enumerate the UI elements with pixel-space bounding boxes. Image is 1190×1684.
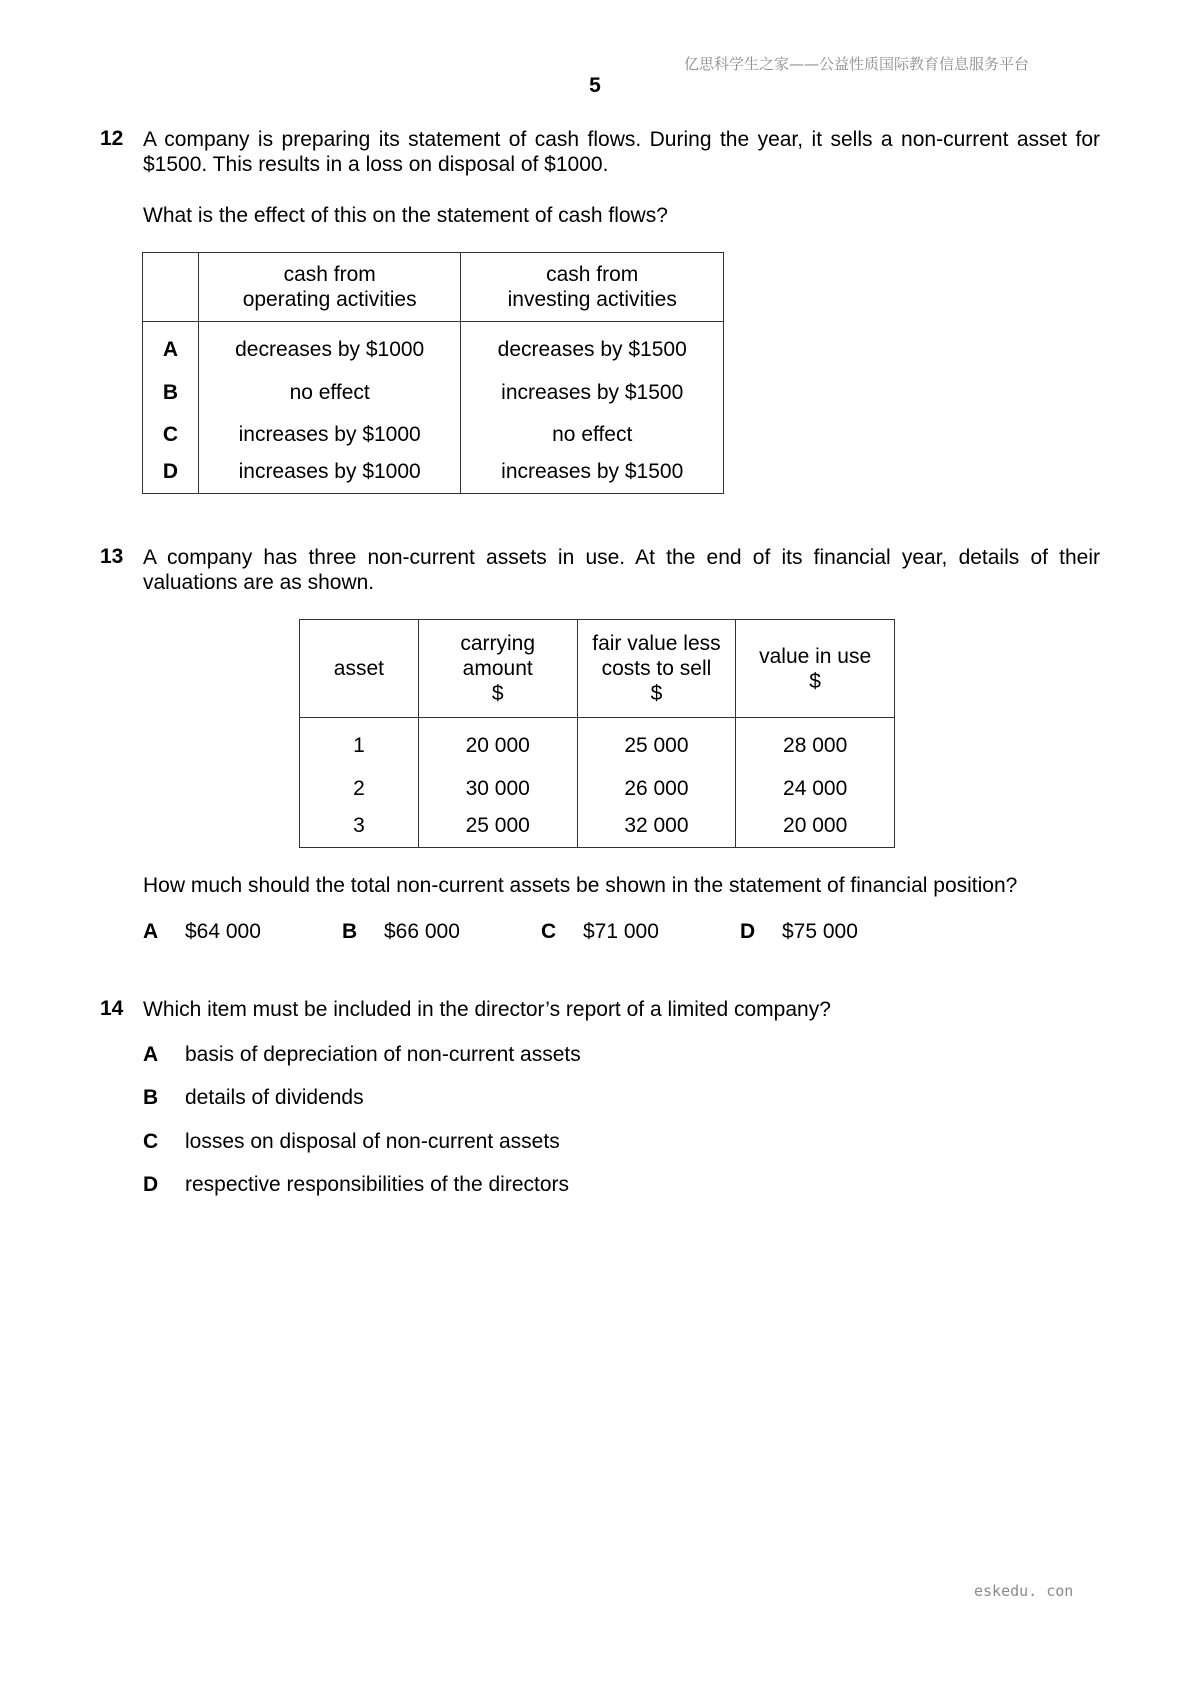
- option-letter: C: [143, 1130, 159, 1153]
- q12-row-letter: A: [143, 322, 199, 372]
- q13-header-value-in-use: [736, 620, 895, 718]
- q13-row-carrying: 30 000: [418, 768, 577, 810]
- table-row: [143, 322, 724, 372]
- q12-row-operating: no effect: [198, 372, 461, 414]
- option-text: losses on disposal of non-current assets: [185, 1130, 560, 1153]
- option-letter: D: [740, 920, 756, 943]
- q13-row-carrying: 20 000: [418, 718, 577, 768]
- table-row: [143, 372, 724, 414]
- q13-header-carrying: [418, 620, 577, 718]
- option-text: respective responsibilities of the directors: [185, 1173, 570, 1196]
- q13-row-asset: 2: [300, 768, 419, 810]
- header-watermark: 亿思科学生之家——公益性质国际教育信息服务平台: [684, 55, 1030, 73]
- q12-header-operating: [198, 253, 461, 322]
- q12-row-operating: increases by $1000: [198, 414, 461, 456]
- option-text: $71 000: [583, 920, 659, 943]
- q12-row-letter: D: [143, 456, 199, 494]
- page-number: 5: [589, 74, 601, 97]
- q13-header-fair-value: [577, 620, 736, 718]
- q12-header-blank: [143, 253, 199, 322]
- question-14-number: 14: [100, 997, 124, 1020]
- table-row: [300, 810, 895, 848]
- option-letter: D: [143, 1173, 159, 1196]
- q13-row-carrying: 25 000: [418, 810, 577, 848]
- option-letter: A: [143, 920, 159, 943]
- q13-header-carrying-line2: amount: [462, 657, 533, 680]
- q12-row-operating: increases by $1000: [198, 456, 461, 494]
- table-row: [300, 718, 895, 768]
- option-text: details of dividends: [185, 1086, 364, 1109]
- q12-header-operating-line1: cash from: [283, 263, 376, 286]
- option-letter: C: [541, 920, 557, 943]
- q13-row-fair: 26 000: [577, 768, 736, 810]
- q12-row-investing: increases by $1500: [461, 456, 724, 494]
- q13-header-carrying-line1: carrying: [460, 632, 536, 655]
- q12-row-investing: decreases by $1500: [461, 322, 724, 372]
- q13-option-d[interactable]: [740, 920, 858, 944]
- table-row: [143, 456, 724, 494]
- option-letter: B: [143, 1086, 159, 1109]
- option-letter: A: [143, 1043, 159, 1066]
- q12-header-investing: [461, 253, 724, 322]
- q13-option-b[interactable]: [342, 920, 460, 944]
- q14-option-c[interactable]: [143, 1130, 560, 1154]
- q12-row-letter: C: [143, 414, 199, 456]
- question-12-prompt: What is the effect of this on the statement of cash flows?: [143, 204, 668, 227]
- question-12-text: A company is preparing its statement of cash flows. During the year, it sells a non-current asset for $1500. This results in a loss on disposal of $1000.: [143, 128, 1100, 176]
- q14-option-a[interactable]: [143, 1043, 581, 1067]
- q12-header-investing-line2: investing activities: [507, 288, 677, 311]
- q12-row-investing: no effect: [461, 414, 724, 456]
- q13-option-a[interactable]: [143, 920, 261, 944]
- option-text: $75 000: [782, 920, 858, 943]
- question-13-text: A company has three non-current assets in use. At the end of its financial year, details of their valuations are as shown.: [143, 546, 1100, 594]
- q13-header-use-line2: $: [809, 669, 821, 693]
- q13-header-asset: asset: [300, 620, 419, 718]
- option-text: $64 000: [185, 920, 261, 943]
- q13-row-use: 28 000: [736, 718, 895, 768]
- q13-row-fair: 25 000: [577, 718, 736, 768]
- q13-row-asset: 1: [300, 718, 419, 768]
- q13-row-fair: 32 000: [577, 810, 736, 848]
- q13-header-fair-line3: $: [650, 682, 663, 705]
- table-row: [143, 414, 724, 456]
- question-14-prompt: Which item must be included in the director’s report of a limited company?: [143, 998, 831, 1021]
- q13-header-fair-line2: costs to sell: [601, 657, 712, 680]
- q13-option-c[interactable]: [541, 920, 659, 944]
- q12-row-letter: B: [143, 372, 199, 414]
- q12-row-operating: decreases by $1000: [198, 322, 461, 372]
- q14-option-b[interactable]: [143, 1086, 364, 1110]
- option-letter: B: [342, 920, 358, 943]
- table-row: [300, 768, 895, 810]
- q13-header-use-line1: value in use: [759, 644, 872, 668]
- q13-row-use: 24 000: [736, 768, 895, 810]
- footer-watermark: eskedu. con: [974, 1582, 1074, 1600]
- question-13-number: 13: [100, 545, 124, 568]
- q13-header-carrying-line3: $: [491, 682, 504, 705]
- q12-row-investing: increases by $1500: [461, 372, 724, 414]
- q13-row-asset: 3: [300, 810, 419, 848]
- option-text: basis of depreciation of non-current assets: [185, 1043, 581, 1066]
- q12-options-table: [142, 252, 724, 494]
- option-text: $66 000: [384, 920, 460, 943]
- q13-valuation-table: [299, 619, 895, 848]
- q14-option-d[interactable]: [143, 1173, 569, 1197]
- q12-header-investing-line1: cash from: [546, 263, 639, 286]
- q12-header-operating-line2: operating activities: [242, 288, 417, 311]
- q13-header-fair-line1: fair value less: [592, 632, 721, 655]
- q13-row-use: 20 000: [736, 810, 895, 848]
- question-12-number: 12: [100, 127, 124, 150]
- question-13-prompt: How much should the total non-current assets be shown in the statement of financial position?: [143, 874, 1018, 897]
